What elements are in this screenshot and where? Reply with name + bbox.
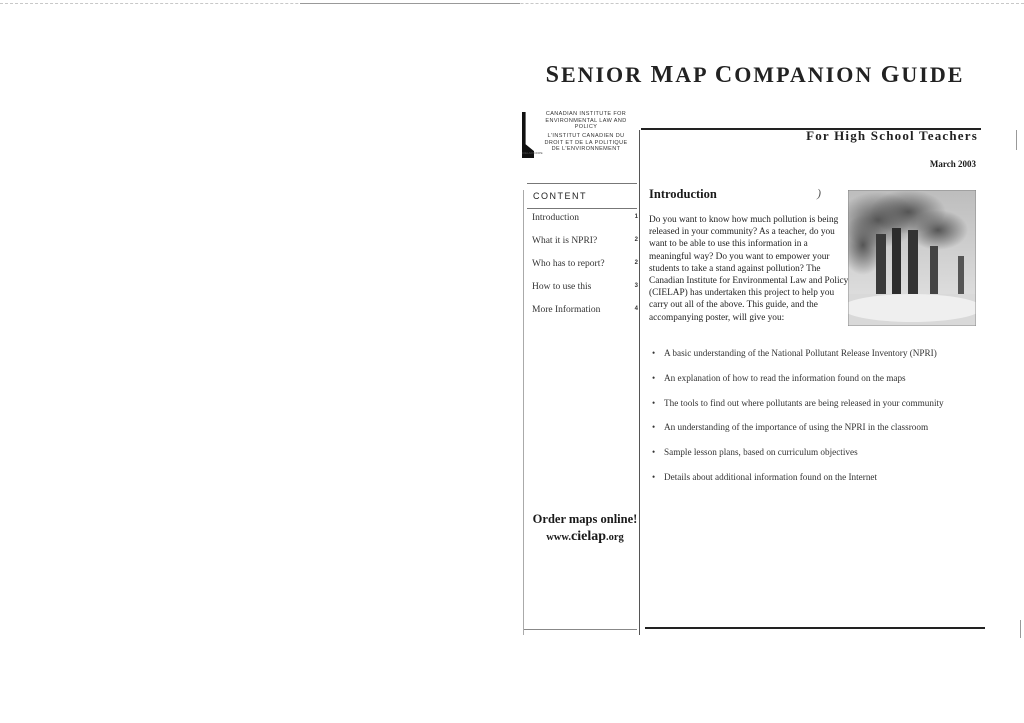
left-margin-rule <box>523 190 524 635</box>
audience-subtitle: For High School Teachers <box>806 128 978 143</box>
bullet-icon: • <box>652 422 656 433</box>
list-item: • The tools to find out where pollutants are being released in your community <box>652 398 992 423</box>
logo-english-name: CANADIAN INSTITUTE FOR ENVIRONMENTAL LAW AND POLICY <box>545 111 627 130</box>
toc-label: More Information <box>532 305 601 315</box>
toc-page: 1 <box>634 214 638 220</box>
toc-page: 3 <box>634 283 638 289</box>
table-of-contents <box>532 213 638 328</box>
benefits-list <box>652 348 992 497</box>
title-word-4: GUIDE <box>880 62 965 88</box>
scan-edge-mark <box>1016 130 1017 150</box>
bullet-icon: • <box>652 447 656 458</box>
bullet-icon: • <box>652 348 656 358</box>
bullet-icon: • <box>652 471 656 482</box>
content-bottom-rule <box>527 208 637 209</box>
title-word-3: COMPANION <box>714 62 874 88</box>
toc-item-who-has-to-report[interactable] <box>532 259 638 282</box>
content-top-rule <box>527 183 637 184</box>
title-word-1: SENIOR <box>545 62 644 88</box>
logo-french-name: L'INSTITUT CANADIEN DU DROIT ET DE LA POLITIQUE DE L'ENVIRONNEMENT <box>544 133 628 152</box>
logo-tag: CIELAP/ICDPE <box>522 151 543 155</box>
toc-label: How to use this <box>532 282 592 292</box>
footer-rule-left <box>524 629 637 630</box>
website-link[interactable]: www.cielap.org <box>546 529 624 544</box>
order-maps-text: Order maps online! <box>532 512 638 526</box>
toc-label: Who has to report? <box>532 259 605 269</box>
scan-pen-mark: ) <box>817 186 821 200</box>
toc-page: 4 <box>634 306 638 312</box>
footer-rule <box>645 627 985 629</box>
introduction-paragraph: Do you want to know how much pollution is being released in your community? As a teacher, do you want to be able to use this information in a meaningful way? Do you want to empower your students to take a stand against pollution? The Canadian Institute for Environmental Law and Policy (CIELAP) has undertaken this project to help you carry out all of the above. This guide, and the accompanying poster, will give you: <box>649 215 849 323</box>
scan-edge-mark <box>1020 620 1021 638</box>
toc-label: What it is NPRI? <box>532 236 598 246</box>
page-title <box>520 62 990 89</box>
list-item: • Sample lesson plans, based on curriculum objectives <box>652 447 992 472</box>
toc-label: Introduction <box>532 213 579 223</box>
toc-item-introduction[interactable] <box>532 213 638 236</box>
list-item: • Details about additional information found on the Internet <box>652 472 992 497</box>
order-maps-callout <box>532 511 638 546</box>
toc-item-what-is-npri[interactable] <box>532 236 638 259</box>
column-divider <box>639 130 640 635</box>
toc-item-more-information[interactable] <box>532 305 638 328</box>
toc-page: 2 <box>634 237 638 243</box>
scan-edge-line-solid <box>300 3 520 4</box>
list-item: • An explanation of how to read the information found on the maps <box>652 373 992 398</box>
smokestacks-photo <box>848 190 976 326</box>
bullet-icon: • <box>652 397 656 408</box>
title-word-2: MAP <box>650 62 708 88</box>
publication-date: March 2003 <box>929 159 976 169</box>
list-item: • An understanding of the importance of using the NPRI in the classroom <box>652 422 992 447</box>
content-heading: CONTENT <box>533 191 587 201</box>
bullet-icon: • <box>652 372 656 383</box>
list-item: • A basic understanding of the National Pollutant Release Inventory (NPRI) <box>652 348 992 373</box>
toc-item-how-to-use[interactable] <box>532 282 638 305</box>
introduction-heading: Introduction <box>649 187 717 201</box>
toc-page: 2 <box>634 260 638 266</box>
